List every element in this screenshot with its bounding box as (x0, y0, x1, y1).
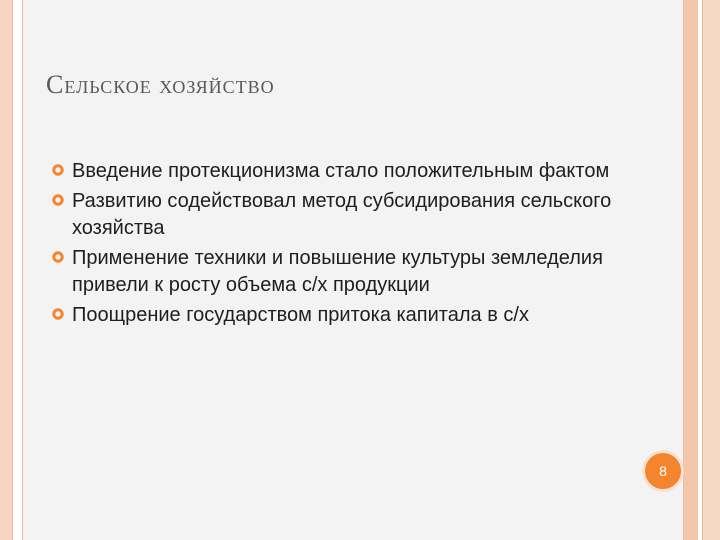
bullet-list (52, 158, 612, 332)
bullet-item (52, 302, 612, 329)
orange-circle-bullet-icon (52, 251, 64, 263)
orange-circle-bullet-icon (52, 194, 64, 206)
bullet-text: Введение протекционизма стало положительным фактом (72, 160, 610, 182)
bullet-text: Поощрение государством притока капитала в с/х (72, 304, 529, 326)
right-decorative-border (702, 0, 720, 540)
orange-circle-bullet-icon (52, 164, 64, 176)
orange-circle-bullet-icon (52, 308, 64, 320)
bullet-item (52, 245, 612, 299)
bullet-text: Развитию содействовал метод субсидирования сельского хозяйства (72, 190, 612, 239)
bullet-item (52, 158, 612, 185)
page-number-badge: 8 (642, 450, 684, 492)
right-decorative-stripe (684, 0, 698, 540)
bullet-text: Применение техники и повышение культуры земледелия привели к росту объема с/х продукции (72, 247, 603, 296)
left-decorative-border (0, 0, 13, 540)
slide-title: Сельское хозяйство (46, 70, 275, 99)
bullet-item (52, 188, 612, 242)
